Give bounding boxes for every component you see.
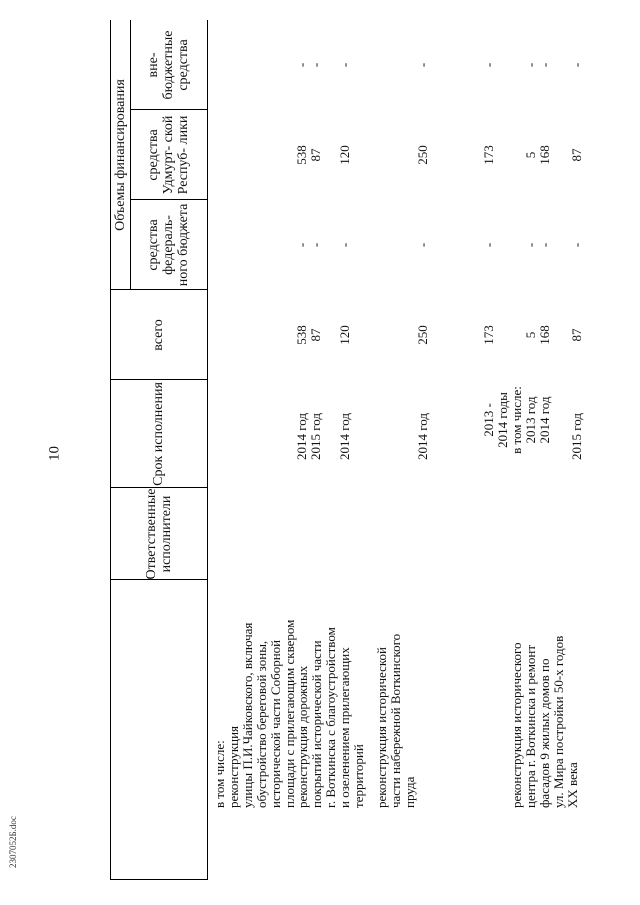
header-term: Срок исполнения xyxy=(151,382,166,486)
row-term: 2015 год xyxy=(569,413,584,460)
row-extra: - - - xyxy=(481,62,552,68)
row-activity: реконструкция дорожных покрытий исторической части г. Воткинска с благоустройством и озеленением прилегающих территорий xyxy=(295,627,366,808)
row-total: 250 xyxy=(415,325,430,345)
row-udmurt: 87 xyxy=(569,148,584,162)
row-total: 87 xyxy=(569,328,584,342)
row-federal: - xyxy=(569,242,584,248)
header-executors: Ответственные исполнители xyxy=(143,488,174,580)
header-federal: средства федераль- ного бюджета xyxy=(146,203,191,287)
page-number: 10 xyxy=(46,446,63,461)
row-activity: реконструкция исторической части набережной Воткинского пруда xyxy=(374,633,417,808)
row-extra: - xyxy=(415,62,430,68)
row-total: 173 5 168 xyxy=(481,325,552,345)
row-federal: - - - xyxy=(481,242,552,248)
row-udmurt: 173 5 168 xyxy=(481,145,552,165)
row-term: 2014 год 2015 год xyxy=(294,413,323,460)
row-activity: в том числе: реконструкция улицы П.И.Чайковского, включая обустройство береговой зоны, исторической части Соборной площади с прилегающим сквером xyxy=(212,619,297,808)
row-udmurt: 538 87 xyxy=(294,145,323,165)
row-activity: реконструкция исторического центра г. Воткинска и ремонт фасадов 9 жилых домов по ул. Мира постройки 50-х годов XX века xyxy=(509,635,580,808)
file-name-footer: 2307052Б.doc xyxy=(8,816,18,868)
row-term: 2014 год xyxy=(337,413,352,460)
row-total: 538 87 xyxy=(294,325,323,345)
header-extra: вне- бюджетные средства xyxy=(146,30,191,100)
row-extra: - xyxy=(569,62,584,68)
row-term: 2013 - 2014 годы в том числе: 2013 год 2014 год xyxy=(481,386,552,454)
row-extra: - xyxy=(337,62,352,68)
header-group-financing: Объемы финансирования xyxy=(112,79,128,231)
financing-table xyxy=(110,20,620,880)
row-federal: - xyxy=(337,242,352,248)
row-term: 2014 год xyxy=(415,413,430,460)
header-udmurt: средства Удмурт- ской Респуб- лики xyxy=(146,115,191,195)
row-total: 120 xyxy=(337,325,352,345)
row-extra: - - xyxy=(294,62,323,68)
header-activity xyxy=(110,580,207,880)
row-udmurt: 120 xyxy=(337,145,352,165)
header-bottom-line xyxy=(207,20,208,880)
row-federal: - - xyxy=(294,242,323,248)
row-udmurt: 250 xyxy=(415,145,430,165)
row-federal: - xyxy=(415,242,430,248)
header-total: всего xyxy=(151,319,166,351)
